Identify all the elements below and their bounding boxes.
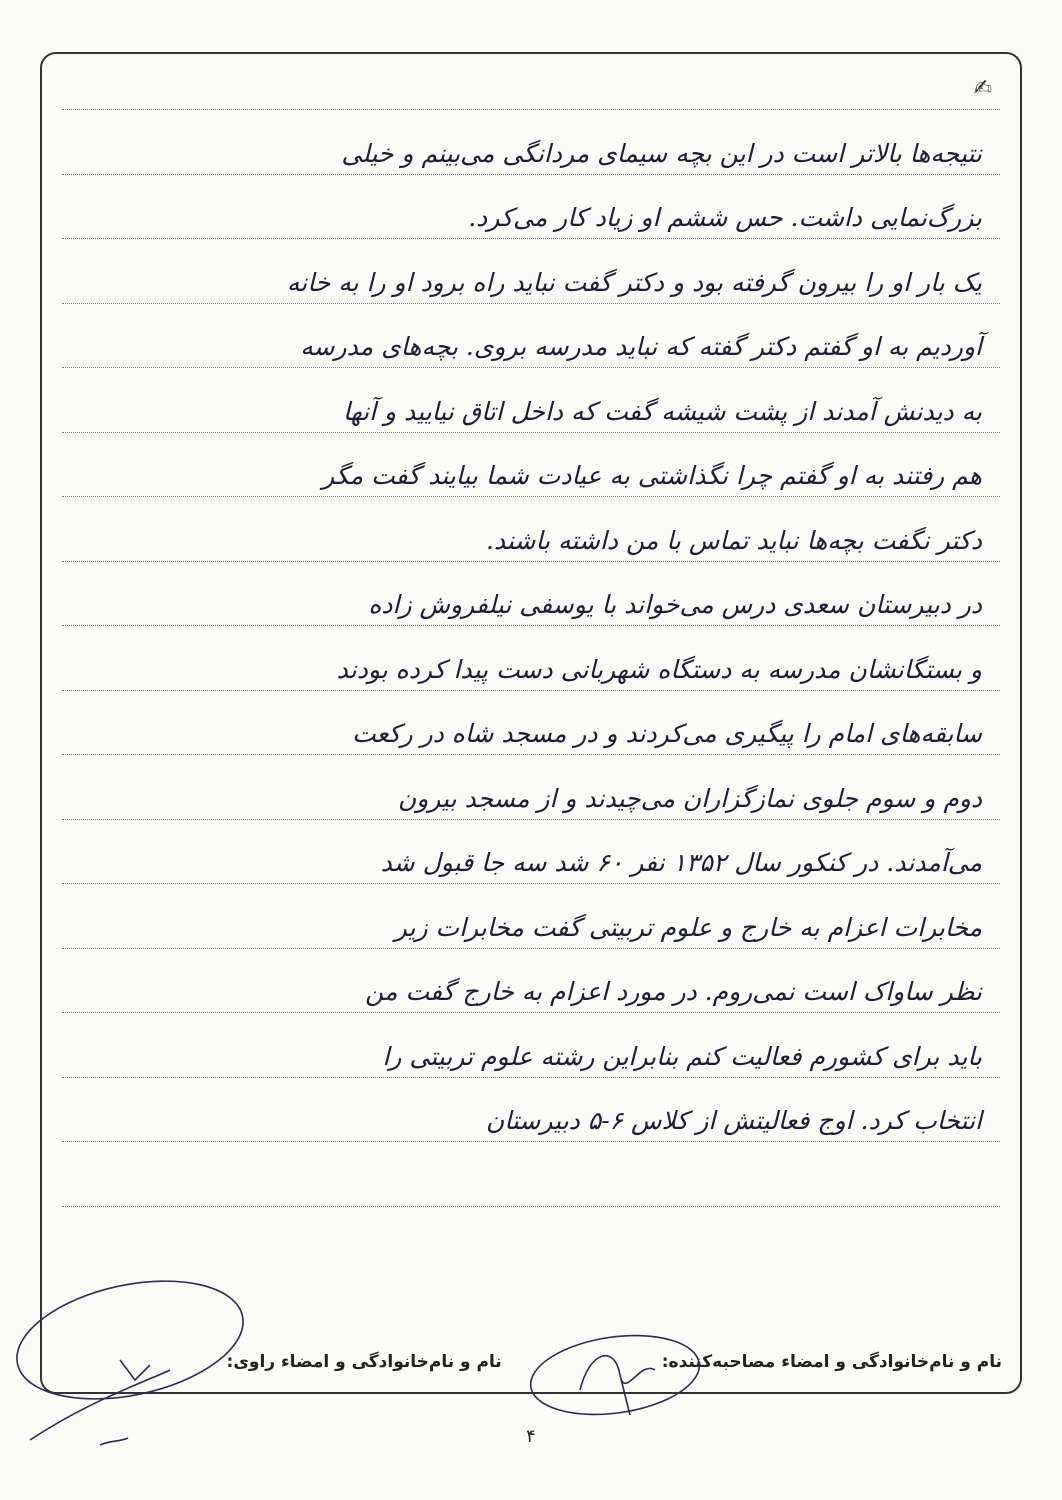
pen-icon: ✍ — [973, 76, 992, 101]
handwritten-text — [62, 70, 1000, 1207]
text-line: مخابرات اعزام به خارج و علوم تربیتی گفت مخابرات زیر — [62, 884, 1000, 949]
text-line: و بستگانشان مدرسه به دستگاه شهربانی دست پیدا کرده بودند — [62, 626, 1000, 691]
text-line: دکتر نگفت بچه‌ها نباید تماس با من داشته باشند. — [62, 497, 1000, 562]
text-line: می‌آمدند. در کنکور سال ۱۳۵۲ نفر ۶۰ شد سه جا قبول شد — [62, 820, 1000, 885]
text-line: دوم و سوم جلوی نمازگزاران می‌چیدند و از مسجد بیرون — [62, 755, 1000, 820]
text-line: آوردیم به او گفتم دکتر گفته که نباید مدرسه بروی. بچه‌های مدرسه — [62, 304, 1000, 369]
text-line: باید برای کشورم فعالیت کنم بنابراین رشته علوم تربیتی را — [62, 1013, 1000, 1078]
text-line: نتیجه‌ها بالاتر است در این بچه سیمای مردانگی می‌بینم و خیلی — [62, 110, 1000, 175]
text-line — [62, 1142, 1000, 1207]
text-line: به دیدنش آمدند از پشت شیشه گفت که داخل اتاق نیایید و آنها — [62, 368, 1000, 433]
page-number: ۴ — [526, 1426, 536, 1447]
text-line: یک بار او را بیرون گرفته بود و دکتر گفت نباید راه برود او را به خانه — [62, 239, 1000, 304]
interviewer-signature-label: نام و نام‌خانوادگی و امضاء مصاحبه‌کننده: — [661, 1352, 1002, 1372]
text-line: هم رفتند به او گفتم چرا نگذاشتی به عیادت شما بیایند گفت مگر — [62, 433, 1000, 498]
narrator-signature-label: نام و نام‌خانوادگی و امضاء راوی: — [226, 1352, 502, 1372]
text-line: در دبیرستان سعدی درس می‌خواند با یوسفی نیلفروش زاده — [62, 562, 1000, 627]
text-line: انتخاب کرد. اوج فعالیتش از کلاس ۶-۵ دبیرستان — [62, 1078, 1000, 1143]
text-line: نظر ساواک است نمی‌روم. در مورد اعزام به خارج گفت من — [62, 949, 1000, 1014]
text-line — [62, 70, 1000, 110]
interviewer-signature — [520, 1320, 720, 1430]
text-line: بزرگ‌نمایی داشت. حس ششم او زیاد کار می‌کرد. — [62, 175, 1000, 240]
text-line: سابقه‌های امام را پیگیری می‌کردند و در مسجد شاه در رکعت — [62, 691, 1000, 756]
